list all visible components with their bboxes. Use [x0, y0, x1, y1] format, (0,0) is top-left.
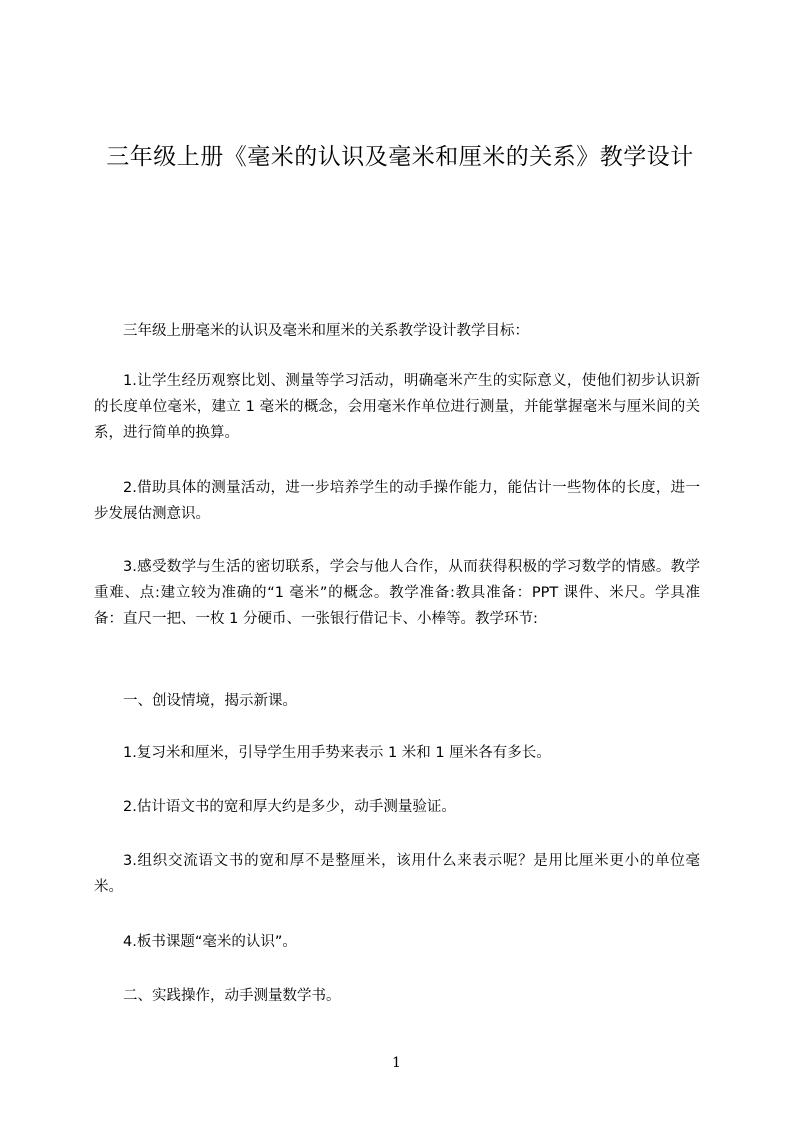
section-heading-2: 二、实践操作，动手测量数学书。: [123, 988, 341, 1004]
list-item-2: 2.估计语文书的宽和厚大约是多少，动手测量验证。: [123, 799, 456, 815]
list-item-4: 4.板书课题“毫米的认识”。: [123, 934, 297, 950]
paragraph-objective-1: 1.让学生经历观察比划、测量等学习活动，明确毫米产生的实际意义，使他们初步认识新的长度单位毫米，建立 1 毫米的概念，会用毫米作单位进行测量，并能掌握毫米与厘米间的关系，进行简单的换算。: [94, 373, 700, 441]
document-title: 三年级上册《毫米的认识及毫米和厘米的关系》教学设计: [106, 144, 694, 170]
page-number: 1: [392, 1055, 401, 1071]
paragraph-objective-3: 3.感受数学与生活的密切联系，学会与他人合作，从而获得积极的学习数学的情感。教学重难、点:建立较为准确的“1 毫米”的概念。教学准备:教具准备：PPT 课件、米尺。学具准备：直尺一把、一枚 1 分硬币、一张银行借记卡、小棒等。教学环节:: [94, 559, 700, 627]
paragraph-objectives-heading: 三年级上册毫米的认识及毫米和厘米的关系教学设计教学目标：: [123, 323, 529, 339]
list-item-1: 1.复习米和厘米，引导学生用手势来表示 1 米和 1 厘米各有多长。: [123, 745, 551, 761]
section-heading-1: 一、创设情境，揭示新课。: [123, 693, 297, 709]
list-item-3: 3.组织交流语文书的宽和厚不是整厘米，该用什么来表示呢？是用比厘米更小的单位毫米。: [94, 853, 700, 895]
paragraph-objective-2: 2.借助具体的测量活动，进一步培养学生的动手操作能力，能估计一些物体的长度，进一步发展估测意识。: [94, 480, 700, 522]
